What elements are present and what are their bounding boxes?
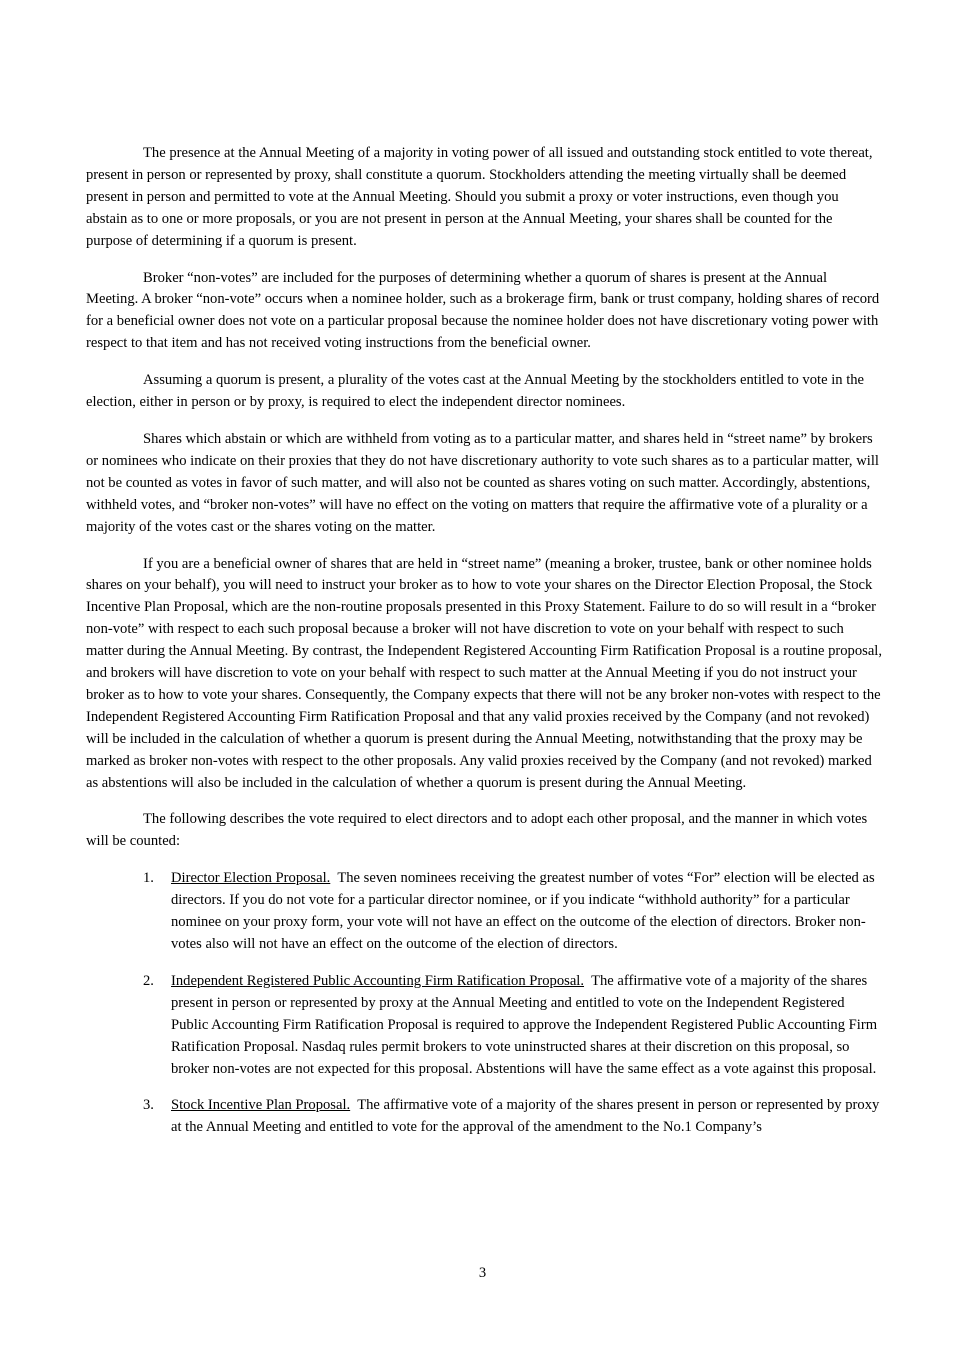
proposal-number: 2. [143,972,154,989]
proposal-text: The affirmative vote of a majority of the shares present in person or represented by proxy at the Annual Meeting and entitled to vote for the approval of the amendment to the No.1 Company’s [171,1097,880,1136]
proposal-title: Independent Registered Public Accounting Firm Ratification Proposal. [171,972,585,989]
proposal-list [86,868,882,1139]
document-body [86,143,882,1154]
proposal-title: Stock Incentive Plan Proposal. [171,1097,351,1114]
proposal-title: Director Election Proposal. [171,870,331,887]
proposal-item [86,971,882,1081]
proposal-item [86,1095,882,1139]
paragraph-vote-required-intro: The following describes the vote required to elect directors and to adopt each other proposal, and the manner in which votes will be counted: [86,811,868,850]
paragraph-abstentions: Shares which abstain or which are withheld from voting as to a particular matter, and shares held in “street name” by brokers or nominees who indicate on their proxies that they do not have discretionary authority to vote such shares as to a particular matter, will not be counted as votes in favor of such matter, and will also not be counted as shares voting on such matter. Accordingly, abstentions, withheld votes, and “broker non-votes” will have no effect on the voting on matters that require the affirmative vote of a plurality or a majority of the votes cast or the shares voting on the matter. [86,430,879,535]
paragraph-plurality: Assuming a quorum is present, a plurality of the votes cast at the Annual Meeting by the stockholders entitled to vote in the election, either in person or by proxy, is required to elect the independent director nominees. [86,372,865,411]
page-number: 3 [478,1265,487,1281]
paragraph-broker-non-votes: Broker “non-votes” are included for the purposes of determining whether a quorum of shares is present at the Annual Meeting. A broker “non-vote” occurs when a nominee holder, such as a brokerage firm, bank or trust company, holding shares of record for a beneficial owner does not vote on a particular proposal because the nominee holder does not have discretionary voting power with respect to that item and has not received voting instructions from the beneficial owner. [86,269,880,352]
proposal-number: 1. [143,870,154,887]
paragraph-beneficial-owner: If you are a beneficial owner of shares that are held in “street name” (meaning a broker, trustee, bank or other nominee holds shares on your behalf), you will need to instruct your broker as to how to vote your shares on the Director Election Proposal, the Stock Incentive Plan Proposal, which are the non-routine proposals presented in this Proxy Statement. Failure to do so will result in a “broker non-vote” with respect to each such proposal because a broker will not have discretion to vote on your behalf with respect to such matter during the Annual Meeting. By contrast, the Independent Registered Accounting Firm Ratification Proposal is a routine proposal, and brokers will have discretion to vote on your behalf with respect to such matter at the Annual Meeting if you do not instruct your broker as to how to vote your shares. Consequently, the Company expects that there will not be any broker non-votes with respect to the Independent Registered Accounting Firm Ratification Proposal and that any valid proxies received by the Company (and not revoked) will be included in the calculation of whether a quorum is present during the Annual Meeting, notwithstanding that the proxy may be marked as broker non-votes with respect to the other proposals. Any valid proxies received by the Company (and not revoked) marked as abstentions will also be included in the calculation of whether a quorum is present during the Annual Meeting. [86,555,882,791]
paragraph-quorum: The presence at the Annual Meeting of a majority in voting power of all issued and outstanding stock entitled to vote thereat, present in person or represented by proxy, shall constitute a quorum. Stockholders attending the meeting virtually shall be deemed present in person and permitted to vote at the Annual Meeting. Should you submit a proxy or voter instructions, even though you abstain as to one or more proposals, or you are not present in person at the Annual Meeting, your shares shall be counted for the purpose of determining if a quorum is present. [86,145,873,249]
proposal-item [86,868,882,956]
proposal-text: The affirmative vote of a majority of the shares present in person or represented by proxy at the Annual Meeting and entitled to vote on the Independent Registered Public Accounting Firm Ratification Proposal is required to approve the Independent Registered Public Accounting Firm Ratification Proposal. Nasdaq rules permit brokers to vote uninstructed shares at their discretion on this proposal, so broker non-votes are not expected for this proposal. Abstentions will have the same effect as a vote against this proposal. [171,972,878,1077]
proposal-number: 3. [143,1097,154,1114]
proposal-text: The seven nominees receiving the greatest number of votes “For” election will be elected as directors. If you do not vote for a particular director nominee, or if you indicate “withhold authority” for a particular nominee on your proxy form, your vote will not have an effect on the outcome of the election of directors. Broker non-votes also will not have an effect on the outcome of the election of directors. [171,870,875,952]
